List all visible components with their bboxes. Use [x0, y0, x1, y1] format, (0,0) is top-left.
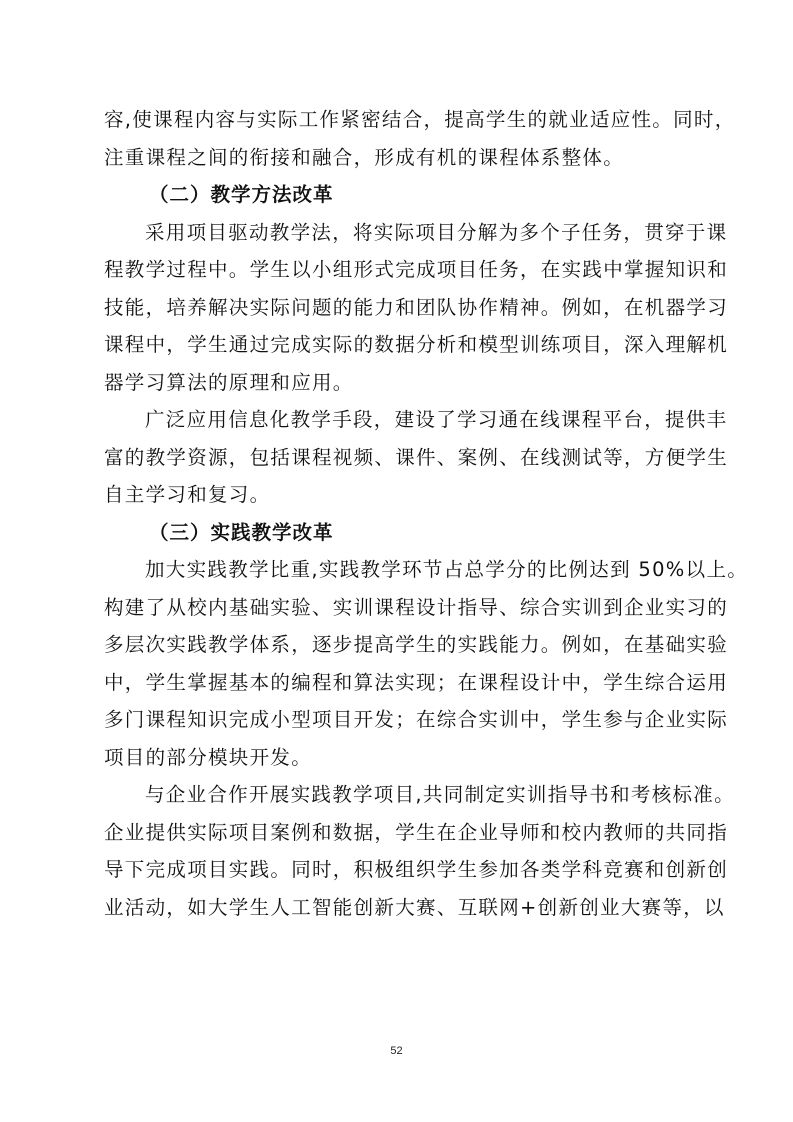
text-line: 注重课程之间的衔接和融合，形成有机的课程体系整体。 — [104, 145, 625, 169]
text-line: 企业提供实际项目案例和数据，学生在企业导师和校内教师的共同指 — [104, 820, 729, 844]
text-line: 与企业合作开展实践教学项目,共同制定实训指导书和考核标准。 — [145, 783, 735, 806]
section-heading-teaching-methods: （二）教学方法改革 — [149, 183, 334, 206]
text-line: 中，学生掌握基本的编程和算法实现；在课程设计中，学生综合运用 — [104, 670, 729, 694]
text-line: 课程中，学生通过完成实际的数据分析和模型训练项目，深入理解机 — [104, 333, 729, 356]
text-line: 项目的部分模块开发。 — [104, 745, 313, 769]
section-heading-practical-teaching: （三）实践教学改革 — [149, 520, 334, 544]
text-line: 自主学习和复习。 — [104, 483, 271, 506]
text-line: 多门课程知识完成小型项目开发；在综合实训中，学生参与企业实际 — [104, 708, 729, 731]
text-line: 多层次实践教学体系，逐步提高学生的实践能力。例如，在基础实验 — [104, 633, 729, 656]
text-line: 程教学过程中。学生以小组形式完成项目任务，在实践中掌握知识和 — [104, 258, 729, 281]
text-line: 加大实践教学比重,实践教学环节占总学分的比例达到 50%以上。 — [145, 558, 749, 581]
paragraph-project-driven — [104, 214, 729, 402]
text-line: 业活动，如大学生人工智能创新大赛、互联网+创新创业大赛等，以 — [104, 895, 725, 919]
text-line: 采用项目驱动教学法，将实际项目分解为多个子任务，贯穿于课 — [145, 220, 728, 244]
page-number: 52 — [390, 1045, 403, 1057]
text-line: 器学习算法的原理和应用。 — [104, 370, 354, 394]
text-line: 广泛应用信息化教学手段，建设了学习通在线课程平台，提供丰 — [145, 408, 728, 431]
paragraph-curriculum-integration — [104, 101, 736, 176]
text-line: 构建了从校内基础实验、实训课程设计指导、综合实训到企业实习的 — [104, 595, 729, 619]
text-line: 容,使课程内容与实际工作紧密结合，提高学生的就业适应性。同时， — [104, 108, 736, 131]
text-line: 富的教学资源，包括课程视频、课件、案例、在线测试等，方便学生 — [104, 445, 729, 469]
paragraph-practice-system — [104, 551, 749, 776]
paragraph-online-platform — [104, 401, 729, 514]
text-line: 技能，培养解决实际问题的能力和团队协作精神。例如，在机器学习 — [104, 295, 729, 319]
paragraph-enterprise-cooperation — [104, 776, 735, 926]
body-text — [104, 101, 749, 926]
text-line: 导下完成项目实践。同时，积极组织学生参加各类学科竞赛和创新创 — [104, 858, 729, 881]
